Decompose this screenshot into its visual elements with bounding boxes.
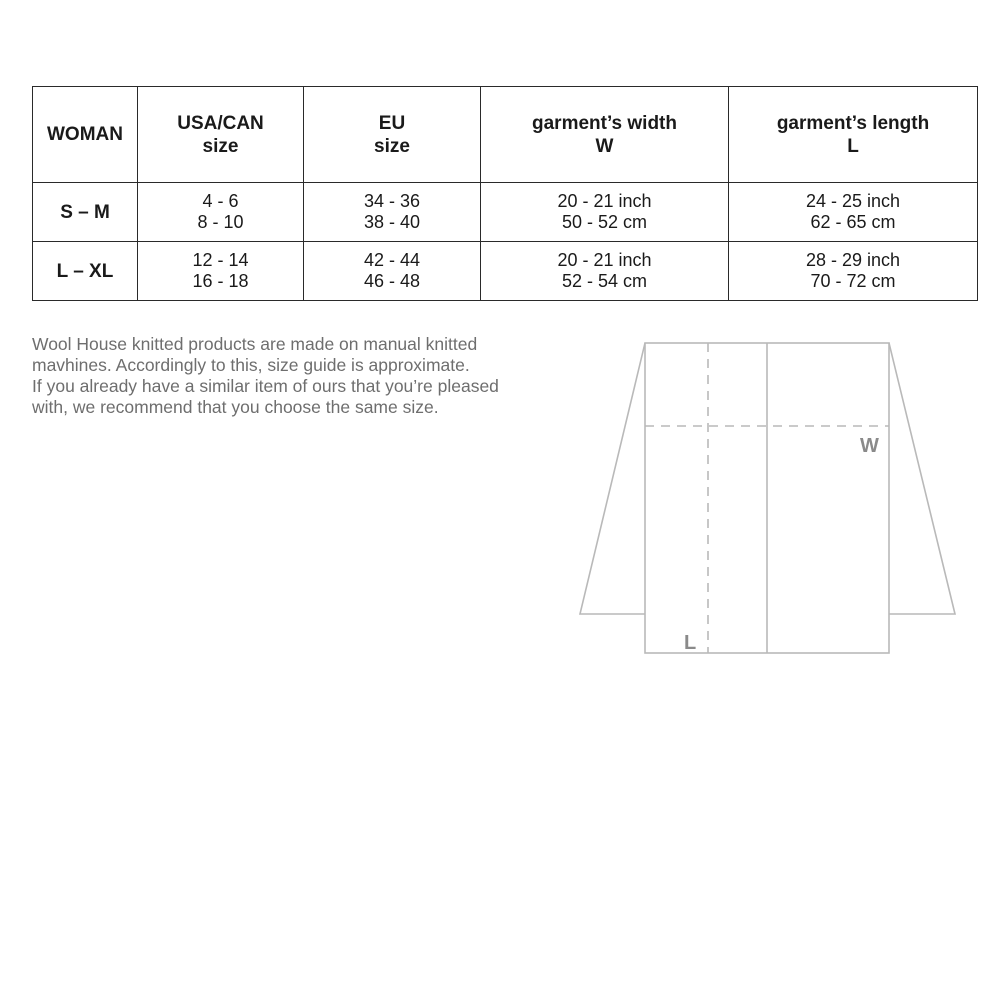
cell-line: 42 - 44 bbox=[363, 250, 421, 270]
cell-line: 38 - 40 bbox=[363, 212, 421, 232]
note-line: If you already have a similar item of ours that you’re pleased bbox=[32, 376, 499, 396]
cell-line: 70 - 72 cm bbox=[810, 271, 896, 291]
header-line: WOMAN bbox=[47, 124, 123, 145]
note-line: Wool House knitted products are made on manual knitted bbox=[32, 334, 478, 354]
table-header-row bbox=[33, 87, 978, 183]
cell-line: 12 - 14 bbox=[192, 250, 249, 270]
header-line: garment’s length bbox=[776, 112, 930, 134]
usa-can-size-cell bbox=[138, 183, 304, 242]
eu-size-cell bbox=[304, 242, 481, 301]
header-line: size bbox=[374, 135, 410, 157]
length-label: L bbox=[684, 632, 697, 654]
garment-diagram bbox=[570, 330, 970, 670]
note-line: with, we recommend that you choose the same size. bbox=[32, 397, 439, 417]
cell-line: 24 - 25 inch bbox=[805, 191, 901, 211]
note-line: mavhines. Accordingly to this, size guide is approximate. bbox=[32, 355, 470, 375]
header-line: garment’s width bbox=[532, 112, 677, 134]
table-row bbox=[33, 183, 978, 242]
cell-line: 28 - 29 inch bbox=[805, 250, 901, 270]
size-note bbox=[32, 334, 552, 418]
cell-line: 62 - 65 cm bbox=[810, 212, 896, 232]
header-usa-can-size bbox=[138, 87, 304, 183]
cell-line: 8 - 10 bbox=[197, 212, 244, 232]
size-label: L – XL bbox=[33, 242, 138, 301]
cell-line: 20 - 21 inch bbox=[557, 191, 652, 211]
cell-line: 16 - 18 bbox=[192, 271, 249, 291]
eu-size-cell bbox=[304, 183, 481, 242]
cell-line: 52 - 54 cm bbox=[561, 271, 648, 291]
size-label: S – M bbox=[33, 183, 138, 242]
cell-line: 4 - 6 bbox=[202, 191, 239, 211]
header-line: size bbox=[202, 135, 239, 157]
garment-length-cell bbox=[729, 183, 978, 242]
header-line: USA/CAN bbox=[177, 112, 264, 134]
header-eu-size bbox=[304, 87, 481, 183]
cell-line: 34 - 36 bbox=[363, 191, 421, 211]
cell-line: 50 - 52 cm bbox=[561, 212, 648, 232]
header-line: L bbox=[847, 135, 859, 157]
cell-line: 46 - 48 bbox=[363, 271, 421, 291]
table-row bbox=[33, 242, 978, 301]
header-line: EU bbox=[378, 112, 406, 134]
usa-can-size-cell bbox=[138, 242, 304, 301]
garment-width-cell bbox=[481, 242, 729, 301]
width-label: W bbox=[860, 435, 879, 457]
header-woman bbox=[33, 87, 138, 183]
size-table bbox=[32, 86, 978, 301]
garment-right-drape bbox=[889, 343, 955, 614]
header-line: W bbox=[595, 135, 614, 157]
garment-left-drape bbox=[580, 343, 645, 614]
garment-length-cell bbox=[729, 242, 978, 301]
header-garment-width bbox=[481, 87, 729, 183]
cell-line: 20 - 21 inch bbox=[557, 250, 652, 270]
garment-width-cell bbox=[481, 183, 729, 242]
header-garment-length bbox=[729, 87, 978, 183]
